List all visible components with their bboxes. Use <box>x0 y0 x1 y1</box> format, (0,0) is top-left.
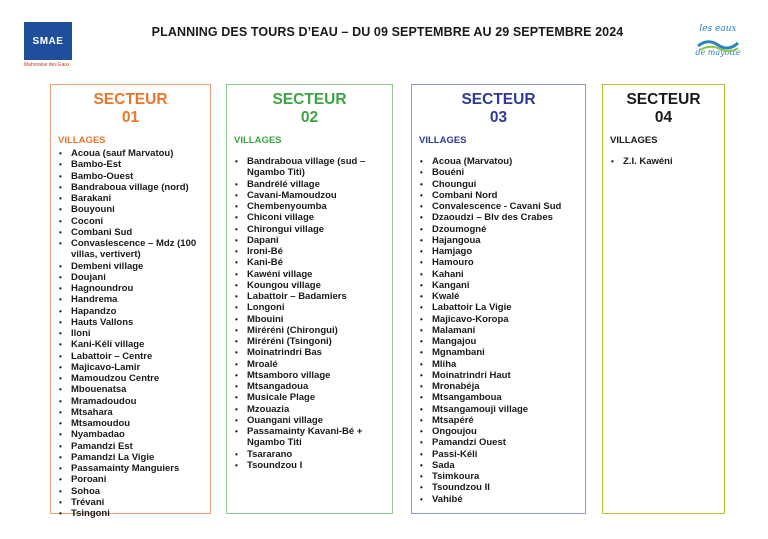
village-item: • Kani-Kéli village <box>51 339 210 350</box>
village-item: • Convalescence - Cavani Sud <box>412 201 585 212</box>
village-item: • Labattoir – Badamiers <box>227 291 392 302</box>
village-item: • Hapandzo <box>51 306 210 317</box>
village-item: • Ongoujou <box>412 426 585 437</box>
village-item: • Kwalé <box>412 291 585 302</box>
village-item: • Pamandzi Ouest <box>412 437 585 448</box>
village-item: • Kahani <box>412 269 585 280</box>
village-item: • Kani-Bé <box>227 257 392 268</box>
village-item: • Bandraboua village (sud – Ngambo Titi) <box>227 156 392 179</box>
village-item: • Passi-Kéli <box>412 449 585 460</box>
village-item: • Ironi-Bé <box>227 246 392 257</box>
village-item: • Bouyouni <box>51 204 210 215</box>
sector-title <box>412 91 585 127</box>
village-item: • Musicale Plage <box>227 392 392 403</box>
village-item: • Mangajou <box>412 336 585 347</box>
village-item: • Acoua (sauf Marvatou) <box>51 148 210 159</box>
village-item: • Mbouini <box>227 314 392 325</box>
sector-number: 01 <box>121 109 140 126</box>
village-item: • Passamainty Kavani-Bé + Ngambo Titi <box>227 426 392 449</box>
village-item: • Bandrélé village <box>227 179 392 190</box>
villages-heading: VILLAGES <box>419 135 467 146</box>
village-item: • Labattoir – Centre <box>51 351 210 362</box>
sector-03-panel <box>411 84 586 514</box>
smae-logo-subtitle: Mahoraise des Eaux <box>24 62 70 68</box>
village-item: • Nyambadao <box>51 429 210 440</box>
sector-title <box>51 91 210 127</box>
village-item: • Passamainty Manguiers <box>51 463 210 474</box>
village-item: • Tsimkoura <box>412 471 585 482</box>
village-item: • Ouangani village <box>227 415 392 426</box>
village-item: • Majicavo-Lamir <box>51 362 210 373</box>
village-item: • Trévani <box>51 497 210 508</box>
sector-02-panel <box>226 84 393 514</box>
smae-logo-mark: SMAE <box>24 22 72 60</box>
villages-heading: VILLAGES <box>610 135 658 146</box>
village-item: • Handrema <box>51 294 210 305</box>
village-item: • Kangani <box>412 280 585 291</box>
village-item: • Tsararano <box>227 449 392 460</box>
village-item: • Sada <box>412 460 585 471</box>
village-item: • Mgnambani <box>412 347 585 358</box>
sector-label: SECTEUR <box>93 91 168 108</box>
village-item: • Koungou village <box>227 280 392 291</box>
village-item: • Hagnoundrou <box>51 283 210 294</box>
village-item: • Combani Sud <box>51 227 210 238</box>
village-item: • Mamoudzou Centre <box>51 373 210 384</box>
village-item: • Tsoundzou I <box>227 460 392 471</box>
village-item: • Dembeni village <box>51 261 210 272</box>
sector-number: 02 <box>300 109 319 126</box>
village-list <box>603 156 724 167</box>
village-item: • Moinatrindri Bas <box>227 347 392 358</box>
village-item: • Choungui <box>412 179 585 190</box>
sector-number: 04 <box>654 109 673 126</box>
page-title: PLANNING DES TOURS D’EAU – DU 09 SEPTEMBRE AU 29 SEPTEMBRE 2024 <box>151 25 624 39</box>
logo-text-bottom: de mayotte <box>695 48 741 57</box>
village-item: • Barakani <box>51 193 210 204</box>
village-item: • Sohoa <box>51 486 210 497</box>
village-item: • Poroani <box>51 474 210 485</box>
village-item: • Convaslescence – Mdz (100 villas, vertivert) <box>51 238 210 261</box>
village-item: • Bambo-Est <box>51 159 210 170</box>
village-item: • Majicavo-Koropa <box>412 314 585 325</box>
village-item: • Longoni <box>227 302 392 313</box>
village-item: • Mtsamboro village <box>227 370 392 381</box>
village-item: • Pamandzi Est <box>51 441 210 452</box>
village-item: • Mzouazia <box>227 404 392 415</box>
sector-01-panel <box>50 84 211 519</box>
sector-number: 03 <box>489 109 508 126</box>
village-item: • Mramadoudou <box>51 396 210 407</box>
village-item: • Coconi <box>51 216 210 227</box>
village-item: • Iloni <box>51 328 210 339</box>
sector-04-panel <box>602 84 725 514</box>
village-item: • Mtsangadoua <box>227 381 392 392</box>
village-item: • Mtsapéré <box>412 415 585 426</box>
village-item: • Dapani <box>227 235 392 246</box>
village-item: • Mtsahara <box>51 407 210 418</box>
village-item: • Chirongui village <box>227 224 392 235</box>
village-item: • Cavani-Mamoudzou <box>227 190 392 201</box>
village-item: • Chiconi village <box>227 212 392 223</box>
village-item: • Mroalé <box>227 359 392 370</box>
logo-text-top: les eaux <box>699 24 737 34</box>
sector-title <box>227 91 392 127</box>
village-item: • Miréréni (Chirongui) <box>227 325 392 336</box>
eaux-de-mayotte-logo <box>692 24 744 72</box>
water-wave-icon <box>696 36 740 54</box>
smae-logo <box>24 22 76 68</box>
village-item: • Vahibé <box>412 494 585 505</box>
village-item: • Moinatrindri Haut <box>412 370 585 381</box>
village-item: • Kawéni village <box>227 269 392 280</box>
village-item: • Mliha <box>412 359 585 370</box>
village-item: • Chembenyoumba <box>227 201 392 212</box>
village-item: • Doujani <box>51 272 210 283</box>
village-item: • Tsingoni <box>51 508 210 519</box>
village-item: • Bouéni <box>412 167 585 178</box>
villages-heading: VILLAGES <box>58 135 106 146</box>
village-item: • Dzoumogné <box>412 224 585 235</box>
village-item: • Mtsamoudou <box>51 418 210 429</box>
village-item: • Hauts Vallons <box>51 317 210 328</box>
villages-heading: VILLAGES <box>234 135 282 146</box>
village-item: • Hamjago <box>412 246 585 257</box>
village-item: • Mronabéja <box>412 381 585 392</box>
village-item: • Miréréni (Tsingoni) <box>227 336 392 347</box>
village-item: • Pamandzi La Vigie <box>51 452 210 463</box>
sector-label: SECTEUR <box>626 91 701 108</box>
village-item: • Mbouenatsa <box>51 384 210 395</box>
village-item: • Bandraboua village (nord) <box>51 182 210 193</box>
village-item: • Combani Nord <box>412 190 585 201</box>
village-list <box>51 148 210 519</box>
village-item: • Hamouro <box>412 257 585 268</box>
village-item: • Labattoir La Vigie <box>412 302 585 313</box>
village-item: • Acoua (Marvatou) <box>412 156 585 167</box>
village-item: • Hajangoua <box>412 235 585 246</box>
village-list <box>227 156 392 471</box>
village-item: • Z.I. Kawéni <box>603 156 724 167</box>
village-item: • Tsoundzou II <box>412 482 585 493</box>
sector-label: SECTEUR <box>272 91 347 108</box>
village-item: • Mtsangamboua <box>412 392 585 403</box>
village-item: • Dzaoudzi – Blv des Crabes <box>412 212 585 223</box>
village-item: • Malamani <box>412 325 585 336</box>
village-list <box>412 156 585 505</box>
village-item: • Mtsangamouji village <box>412 404 585 415</box>
village-item: • Bambo-Ouest <box>51 171 210 182</box>
sector-title <box>603 91 724 127</box>
sector-label: SECTEUR <box>461 91 536 108</box>
